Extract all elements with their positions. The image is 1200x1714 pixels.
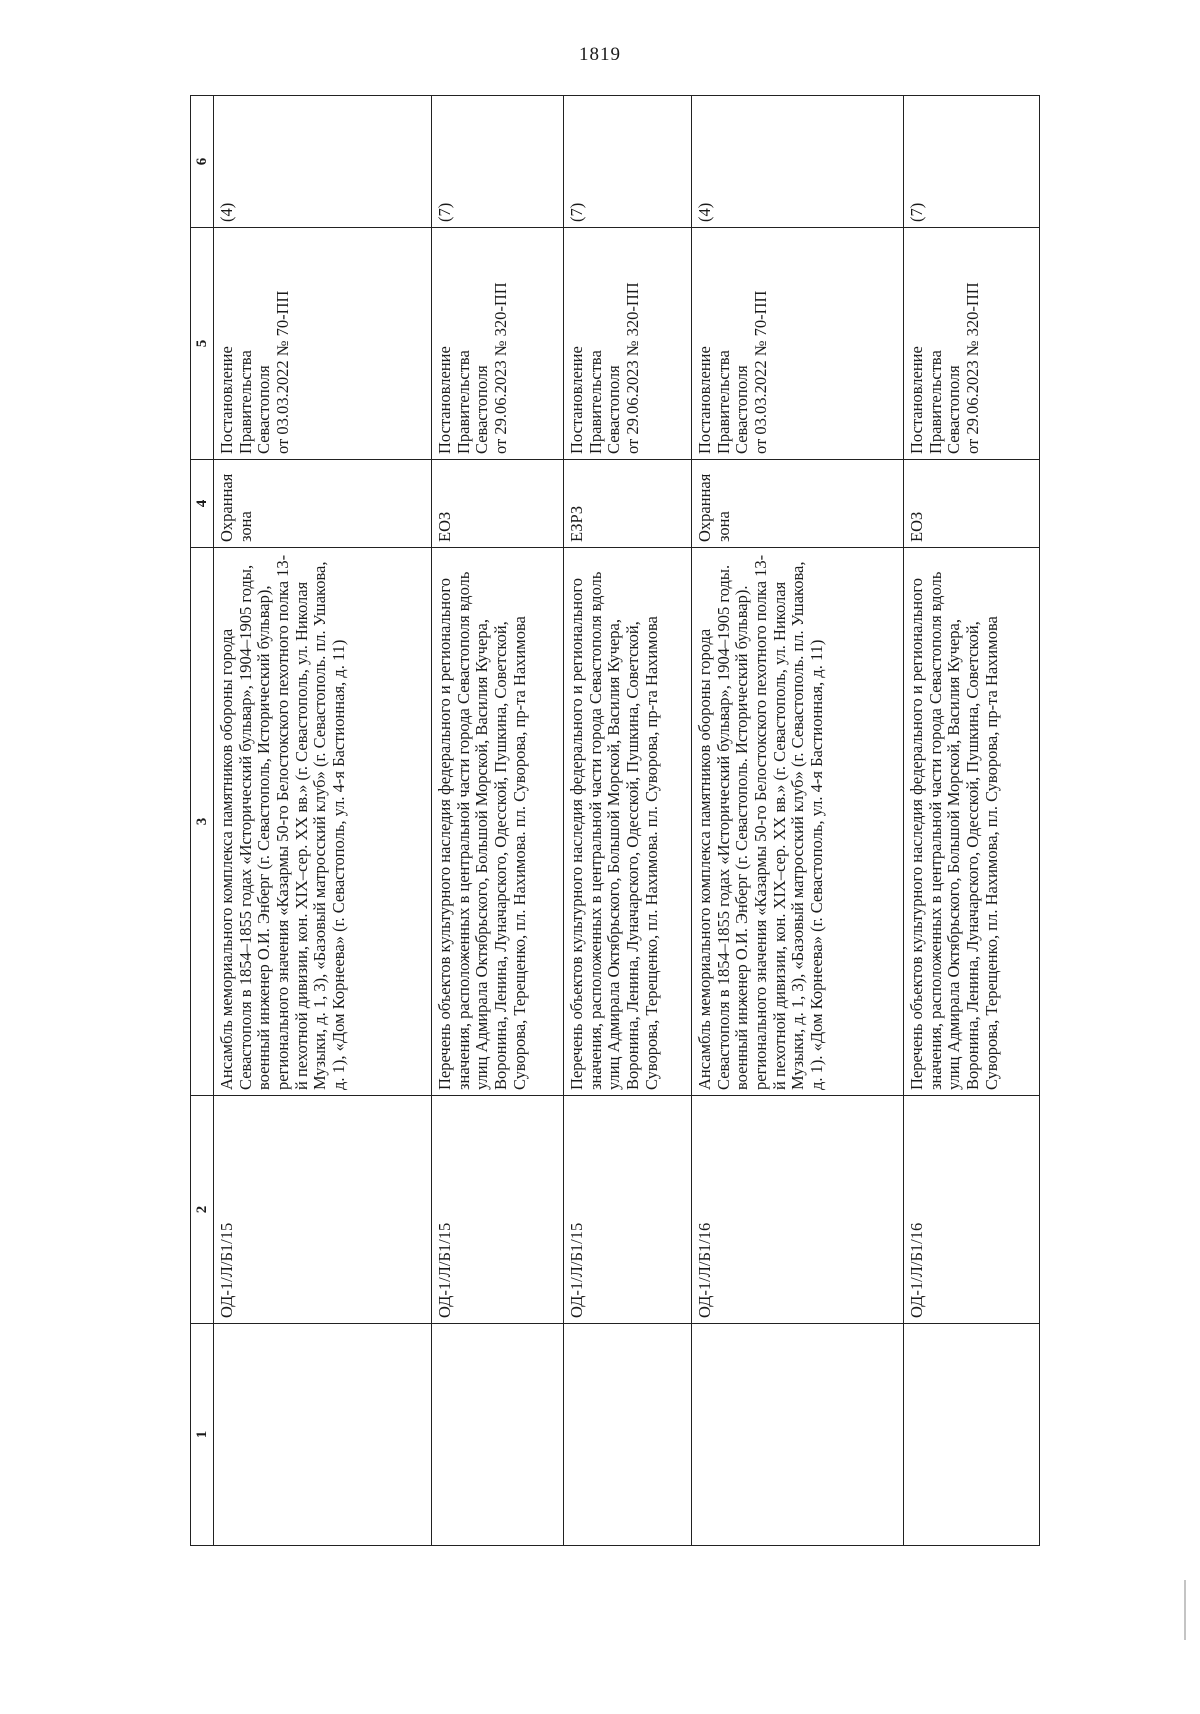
object-description-cell: Ансамбль мемориального комплекса памятников обороны города Севастополя в 1854–1855 годах «Исторический бульвар», 1904–1905 годы, военный инженер О.И. Энберг (г. Севастополь, Исторический бульвар), регионального значения «Казармы 50-го Белостокского пехотного полка 13-й пехотной дивизии, кон. XIX–сер. XX вв.» (г. Севастополь, ул. Николая Музыки, д. 1, 3), «Базовый матросский клуб» (г. Севастополь. пл. Ушакова, д. 1), «Дом Корнеева» (г. Севастополь, ул. 4-я Бастионная, д. 11) <box>214 548 432 1096</box>
column-header-1: 1 <box>191 1324 214 1546</box>
object-description-cell: Ансамбль мемориального комплекса памятников обороны города Севастополя в 1854–1855 годах «Исторический бульвар», 1904–1905 годы. военный инженер О.И. Энберг (г. Севастополь. Исторический бульвар). регионального значения «Казармы 50-го Белостокского пехотного полка 13-й пехотной дивизии, кон. XIX–сер. XX вв.» (г. Севастополь, ул. Николая Музыки, д. 1, 3), «Базовый матросский клуб» (г. Севастополь. пл. Ушакова, д. 1). «Дом Корнеева» (г. Севастополь, ул. 4-я Бастионная, д. 11) <box>692 548 904 1096</box>
legal-document-cell: Постановление Правительства Севастополя от 29.06.2023 № 320-ПП <box>904 228 1040 460</box>
zone-code-cell: ОД-1/Л/Б1/15 <box>214 1096 432 1324</box>
page-number: 1819 <box>579 44 621 65</box>
row-number-cell <box>214 1324 432 1546</box>
zone-type-cell: ЕЗРЗ <box>564 460 692 548</box>
zone-type-cell: Охранная зона <box>692 460 904 548</box>
note-cell: (7) <box>904 96 1040 228</box>
object-description-cell: Перечень объектов культурного наследия федерального и регионального значения, расположенных в центральной части города Севастополя вдоль улиц Адмирала Октябрьского, Большой Морской, Василия Кучера, Воронина, Ленина, Луначарского, Одесской, Пушкина, Советской, Суворова, Терещенко, пл. Нахимова. пл. Суворова, пр-та Нахимова <box>432 548 564 1096</box>
zone-code-cell: ОД-1/Л/Б1/15 <box>564 1096 692 1324</box>
rotated-table-container <box>190 96 1040 1546</box>
zone-type-cell: ЕОЗ <box>432 460 564 548</box>
object-description-cell: Перечень объектов культурного наследия федерального и регионального значения, расположенных в центральной части города Севастополя вдоль улиц Адмирала Октябрьского, Большой Морской, Василия Кучера, Воронина, Ленина, Луначарского, Одесской, Пушкина, Советской, Суворова, Терещенко, пл. Нахимова. пл. Суворова, пр-та Нахимова <box>564 548 692 1096</box>
table-header-row <box>191 96 214 1546</box>
legal-document-cell: Постановление Правительства Севастополя от 29.06.2023 № 320-ПП <box>564 228 692 460</box>
column-header-2: 2 <box>191 1096 214 1324</box>
row-number-cell <box>692 1324 904 1546</box>
row-number-cell <box>564 1324 692 1546</box>
zone-type-cell: ЕОЗ <box>904 460 1040 548</box>
note-cell: (7) <box>564 96 692 228</box>
scan-edge-mark <box>1184 1580 1186 1640</box>
table-row <box>692 96 904 1546</box>
legal-document-cell: Постановление Правительства Севастополя от 03.03.2022 № 70-ПП <box>692 228 904 460</box>
table-row <box>564 96 692 1546</box>
row-number-cell <box>432 1324 564 1546</box>
zones-table <box>190 95 1040 1546</box>
object-description-cell: Перечень объектов культурного наследия федерального и регионального значения, расположенных в центральной части города Севастополя вдоль улиц Адмирала Октябрьского, Большой Морской, Василия Кучера, Воронина, Ленина, Луначарского, Одесской, Пушкина, Советской, Суворова, Терещенко, пл. Нахимова, пл. Суворова, пр-та Нахимова <box>904 548 1040 1096</box>
table-row <box>214 96 432 1546</box>
legal-document-cell: Постановление Правительства Севастополя от 29.06.2023 № 320-ПП <box>432 228 564 460</box>
note-cell: (7) <box>432 96 564 228</box>
zone-code-cell: ОД-1/Л/Б1/16 <box>692 1096 904 1324</box>
column-header-6: 6 <box>191 96 214 228</box>
row-number-cell <box>904 1324 1040 1546</box>
note-cell: (4) <box>214 96 432 228</box>
column-header-4: 4 <box>191 460 214 548</box>
note-cell: (4) <box>692 96 904 228</box>
zone-code-cell: ОД-1/Л/Б1/16 <box>904 1096 1040 1324</box>
table-row <box>432 96 564 1546</box>
legal-document-cell: Постановление Правительства Севастополя от 03.03.2022 № 70-ПП <box>214 228 432 460</box>
column-header-3: 3 <box>191 548 214 1096</box>
table-row <box>904 96 1040 1546</box>
column-header-5: 5 <box>191 228 214 460</box>
zone-code-cell: ОД-1/Л/Б1/15 <box>432 1096 564 1324</box>
zone-type-cell: Охранная зона <box>214 460 432 548</box>
